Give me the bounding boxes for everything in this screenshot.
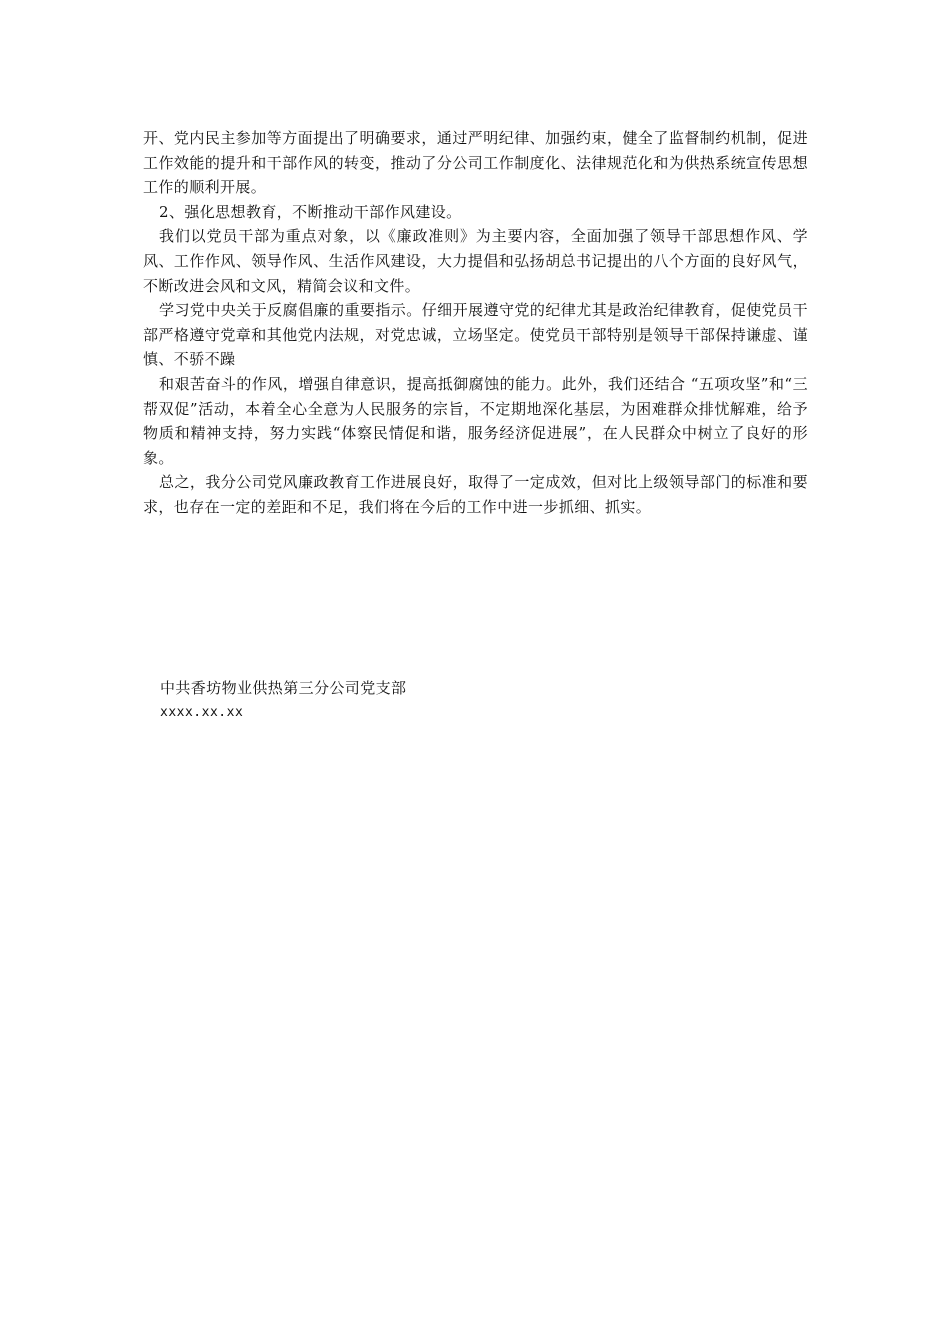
signature-date: xxxx.xx.xx (160, 705, 244, 720)
document-body (143, 126, 808, 520)
signature-organization: 中共香坊物业供热第三分公司党支部 (160, 679, 407, 697)
paragraph-discipline-education: 学习党中央关于反腐倡廉的重要指示。仔细开展遵守党的纪律尤其是政治纪律教育，促使党员干部严格遵守党章和其他党内法规，对党忠诚，立场坚定。使党员干部特别是领导干部保持谦虚、谨慎、不骄不躁 (143, 301, 808, 369)
paragraph-continuation: 开、党内民主参加等方面提出了明确要求，通过严明纪律、加强约束，健全了监督制约机制，促进工作效能的提升和干部作风的转变，推动了分公司工作制度化、法律规范化和为供热系统宣传思想工作的顺利开展。 (143, 129, 808, 197)
paragraph-hard-work-style: 和艰苦奋斗的作风，增强自律意识，提高抵御腐蚀的能力。此外，我们还结合 “五项攻坚”和“三帮双促”活动，本着全心全意为人民服务的宗旨，不定期地深化基层，为困难群众排忧解难，给予物质和精神支持，努力实践“体察民情促和谐，服务经济促进展”，在人民群众中树立了良好的形象。 (143, 374, 808, 467)
section-heading-ideological-education: 2、强化思想教育，不断推动干部作风建设。 (159, 202, 462, 221)
paragraph-conclusion: 总之，我分公司党风廉政教育工作进展良好，取得了一定成效，但对比上级领导部门的标准和要求，也存在一定的差距和不足，我们将在今后的工作中进一步抓细、抓实。 (143, 473, 808, 516)
paragraph-cadre-style: 我们以党员干部为重点对象，以《廉政准则》为主要内容，全面加强了领导干部思想作风、学风、工作作风、领导作风、生活作风建设，大力提倡和弘扬胡总书记提出的八个方面的良好风气，不断改进会风和文风，精简会议和文件。 (143, 227, 808, 295)
